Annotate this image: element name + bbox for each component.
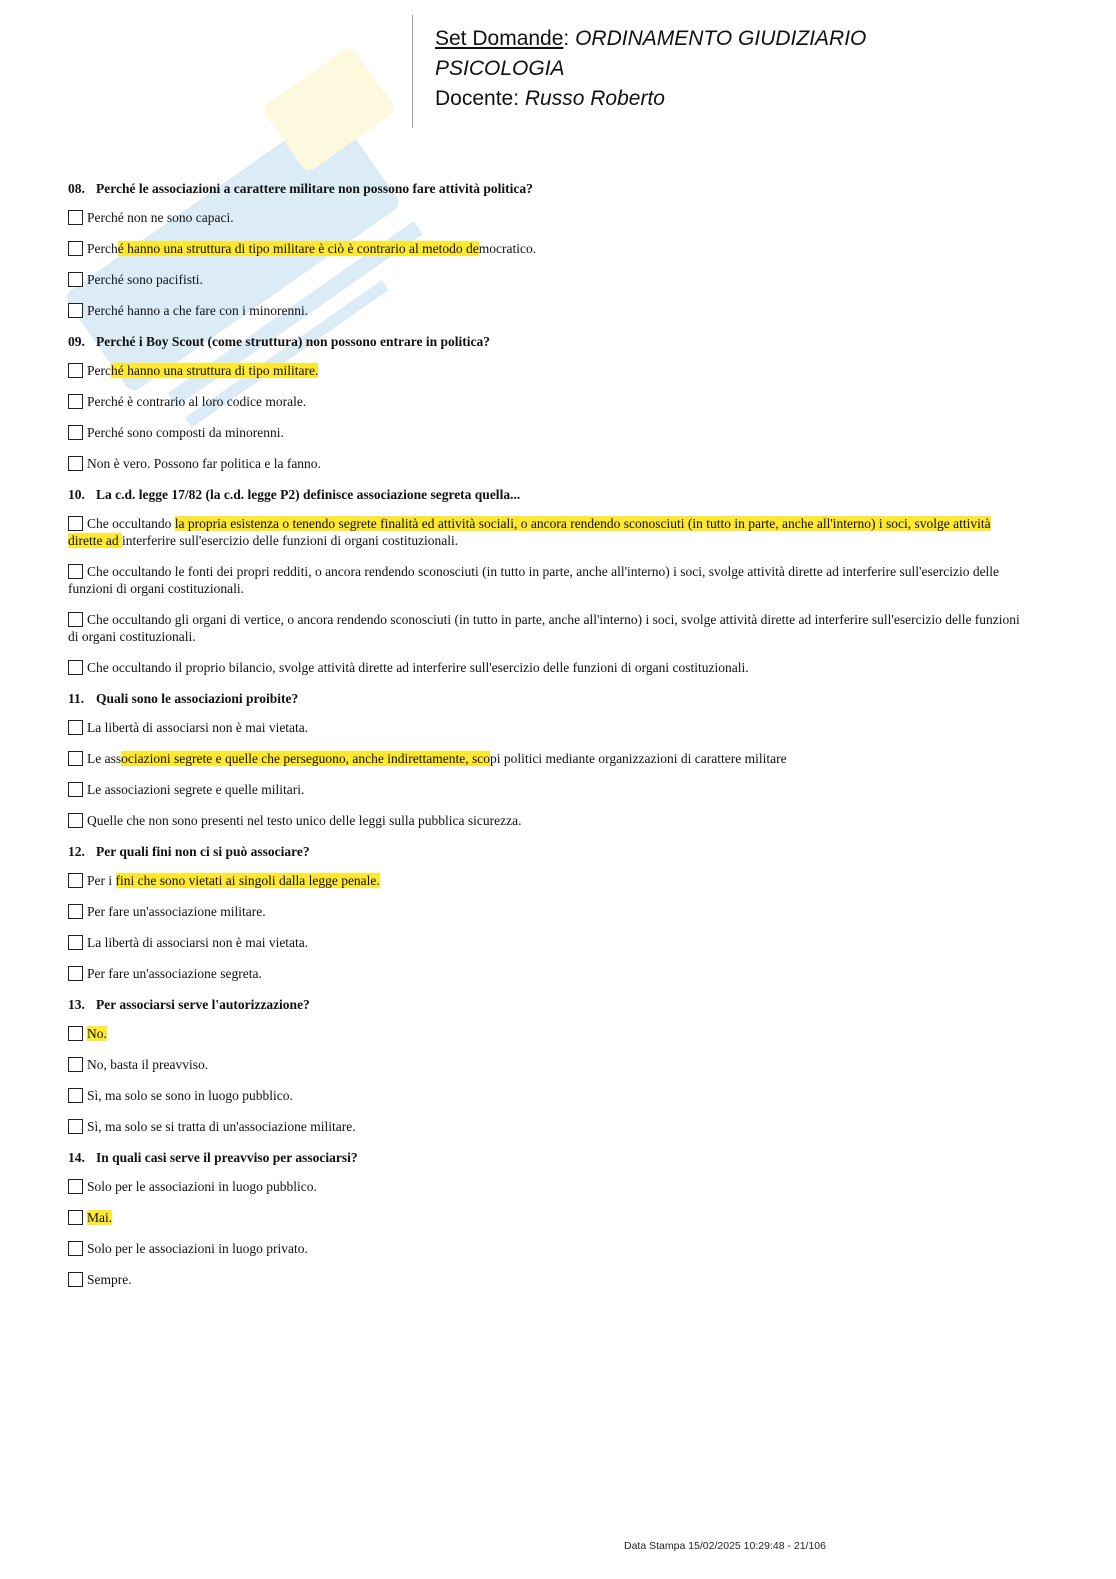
set-label: Set Domande <box>435 27 564 50</box>
question-text: Per quali fini non ci si può associare? <box>96 844 310 859</box>
answer-checkbox[interactable] <box>68 425 83 440</box>
answer-option[interactable] <box>68 563 1028 597</box>
question-text: Perché i Boy Scout (come struttura) non possono entrare in politica? <box>96 334 490 349</box>
answer-checkbox[interactable] <box>68 1119 83 1134</box>
answer-checkbox[interactable] <box>68 751 83 766</box>
answer-checkbox[interactable] <box>68 394 83 409</box>
set-separator: : <box>563 27 576 50</box>
answer-checkbox[interactable] <box>68 516 83 531</box>
answer-text: Sì, ma solo se si tratta di un'associazione militare. <box>87 1119 356 1134</box>
answer-text: Perc <box>87 363 111 378</box>
question-number: 13. <box>68 997 85 1012</box>
answer-checkbox[interactable] <box>68 1241 83 1256</box>
answer-text: Sì, ma solo se sono in luogo pubblico. <box>87 1088 293 1103</box>
answer-checkbox[interactable] <box>68 363 83 378</box>
answer-text: Che occultando <box>87 516 175 531</box>
answer-text: Perché hanno a che fare con i minorenni. <box>87 303 309 318</box>
answer-option[interactable] <box>68 903 1028 920</box>
answer-text: Perch <box>87 241 118 256</box>
print-footer: Data Stampa 15/02/2025 10:29:48 - 21/106 <box>624 1540 826 1552</box>
answer-option[interactable] <box>68 611 1028 645</box>
highlighted-text: Mai. <box>87 1210 113 1225</box>
answer-option[interactable] <box>68 240 1028 257</box>
question-block <box>68 996 1028 1135</box>
question-list <box>68 180 1028 1302</box>
question-block <box>68 180 1028 319</box>
answer-text: Perché è contrario al loro codice morale. <box>87 394 307 409</box>
answer-option[interactable] <box>68 719 1028 736</box>
highlighted-text: fini che sono vietati ai singoli dalla legge penale. <box>115 873 380 888</box>
question-text: Per associarsi serve l'autorizzazione? <box>96 997 310 1012</box>
teacher-line <box>435 84 866 114</box>
question-number: 12. <box>68 844 85 859</box>
highlighted-text: é hanno una struttura di tipo militare è ciò è contrario al metodo de <box>117 241 479 256</box>
answer-option[interactable] <box>68 781 1028 798</box>
question-text: Quali sono le associazioni proibite? <box>96 691 299 706</box>
highlighted-text: No. <box>87 1026 107 1041</box>
answer-option[interactable] <box>68 209 1028 226</box>
answer-option[interactable] <box>68 271 1028 288</box>
question-title <box>68 690 1028 708</box>
answer-option[interactable] <box>68 1056 1028 1073</box>
question-block <box>68 690 1028 829</box>
answer-checkbox[interactable] <box>68 1088 83 1103</box>
answer-checkbox[interactable] <box>68 210 83 225</box>
answer-checkbox[interactable] <box>68 873 83 888</box>
answer-checkbox[interactable] <box>68 272 83 287</box>
answer-option[interactable] <box>68 659 1028 676</box>
answer-text: Le associazioni segrete e quelle militari. <box>87 782 305 797</box>
answer-checkbox[interactable] <box>68 241 83 256</box>
question-title <box>68 1149 1028 1167</box>
answer-text: interferire sull'esercizio delle funzioni di organi costituzionali. <box>121 533 459 548</box>
teacher-label: Docente: <box>435 87 525 110</box>
question-text: In quali casi serve il preavviso per associarsi? <box>96 1150 358 1165</box>
question-block <box>68 333 1028 472</box>
document-header <box>435 24 866 114</box>
question-text: Perché le associazioni a carattere militare non possono fare attività politica? <box>96 181 533 196</box>
answer-option[interactable] <box>68 455 1028 472</box>
answer-option[interactable] <box>68 302 1028 319</box>
question-number: 14. <box>68 1150 85 1165</box>
answer-checkbox[interactable] <box>68 1272 83 1287</box>
answer-checkbox[interactable] <box>68 1179 83 1194</box>
answer-text: Per fare un'associazione militare. <box>87 904 266 919</box>
answer-text: Le ass <box>87 751 122 766</box>
answer-option[interactable] <box>68 1209 1028 1226</box>
answer-checkbox[interactable] <box>68 1210 83 1225</box>
header-divider <box>412 15 413 128</box>
answer-option[interactable] <box>68 934 1028 951</box>
answer-option[interactable] <box>68 1118 1028 1135</box>
answer-text: Solo per le associazioni in luogo pubblico. <box>87 1179 317 1194</box>
answer-option[interactable] <box>68 1240 1028 1257</box>
question-title <box>68 843 1028 861</box>
answer-checkbox[interactable] <box>68 782 83 797</box>
answer-option[interactable] <box>68 424 1028 441</box>
question-block <box>68 486 1028 676</box>
answer-checkbox[interactable] <box>68 720 83 735</box>
answer-checkbox[interactable] <box>68 564 83 579</box>
answer-option[interactable] <box>68 362 1028 379</box>
question-number: 11. <box>68 691 85 706</box>
highlighted-text: la propria esistenza o tenendo segrete finalità ed attività sociali, o ancora rendendo sconosciuti (in tutto in parte, anche all'interno) i soci, svolge attività dirette ad <box>68 516 991 548</box>
answer-text: Perché non ne sono capaci. <box>87 210 234 225</box>
answer-text: Sempre. <box>87 1272 132 1287</box>
answer-checkbox[interactable] <box>68 456 83 471</box>
answer-option[interactable] <box>68 1178 1028 1195</box>
question-title <box>68 996 1028 1014</box>
question-number: 08. <box>68 181 85 196</box>
answer-text: mocratico. <box>478 241 537 256</box>
answer-checkbox[interactable] <box>68 935 83 950</box>
answer-text: Non è vero. Possono far politica e la fanno. <box>87 456 321 471</box>
answer-text: Per i <box>87 873 116 888</box>
answer-text: pi politici mediante organizzazioni di carattere militare <box>489 751 787 766</box>
answer-option[interactable] <box>68 812 1028 829</box>
answer-text: No, basta il preavviso. <box>87 1057 209 1072</box>
answer-option[interactable] <box>68 1025 1028 1042</box>
answer-checkbox[interactable] <box>68 813 83 828</box>
answer-text: Solo per le associazioni in luogo privato. <box>87 1241 308 1256</box>
answer-text: Che occultando le fonti dei propri redditi, o ancora rendendo sconosciuti (in tutto in parte, anche all'interno) i soci, svolge attività dirette ad interferire sull'esercizio delle funzioni di organi costituzionali. <box>68 564 1000 596</box>
answer-option[interactable] <box>68 393 1028 410</box>
question-number: 10. <box>68 487 85 502</box>
question-title <box>68 333 1028 351</box>
answer-option[interactable] <box>68 1087 1028 1104</box>
course-name: ORDINAMENTO GIUDIZIARIO <box>575 27 867 50</box>
answer-option[interactable] <box>68 750 1028 767</box>
question-text: La c.d. legge 17/82 (la c.d. legge P2) definisce associazione segreta quella... <box>96 487 521 502</box>
answer-text: Che occultando gli organi di vertice, o ancora rendendo sconosciuti (in tutto in parte, anche all'interno) i soci, svolge attività dirette ad interferire sull'esercizio delle funzioni di organi costituzionali. <box>68 612 1020 644</box>
question-title <box>68 180 1028 198</box>
answer-checkbox[interactable] <box>68 612 83 627</box>
answer-checkbox[interactable] <box>68 1057 83 1072</box>
answer-checkbox[interactable] <box>68 904 83 919</box>
answer-text: Perché sono composti da minorenni. <box>87 425 284 440</box>
highlighted-text: ociazioni segrete e quelle che perseguono, anche indirettamente, sco <box>121 751 490 766</box>
answer-option[interactable] <box>68 515 1028 549</box>
subject-name: PSICOLOGIA <box>435 57 565 80</box>
question-block <box>68 1149 1028 1288</box>
answer-text: Che occultando il proprio bilancio, svolge attività dirette ad interferire sull'esercizio delle funzioni di organi costituzionali. <box>87 660 749 675</box>
answer-option[interactable] <box>68 965 1028 982</box>
highlighted-text: hé hanno una struttura di tipo militare. <box>111 363 319 378</box>
answer-option[interactable] <box>68 1271 1028 1288</box>
answer-text: Per fare un'associazione segreta. <box>87 966 262 981</box>
question-block <box>68 843 1028 982</box>
answer-text: Perché sono pacifisti. <box>87 272 203 287</box>
answer-checkbox[interactable] <box>68 303 83 318</box>
answer-text: Quelle che non sono presenti nel testo unico delle leggi sulla pubblica sicurezza. <box>87 813 522 828</box>
answer-text: La libertà di associarsi non è mai vietata. <box>87 935 309 950</box>
header-line-1 <box>435 24 866 54</box>
answer-checkbox[interactable] <box>68 966 83 981</box>
teacher-name: Russo Roberto <box>524 87 665 110</box>
answer-text: La libertà di associarsi non è mai vietata. <box>87 720 309 735</box>
answer-checkbox[interactable] <box>68 660 83 675</box>
question-number: 09. <box>68 334 85 349</box>
answer-option[interactable] <box>68 872 1028 889</box>
question-title <box>68 486 1028 504</box>
answer-checkbox[interactable] <box>68 1026 83 1041</box>
